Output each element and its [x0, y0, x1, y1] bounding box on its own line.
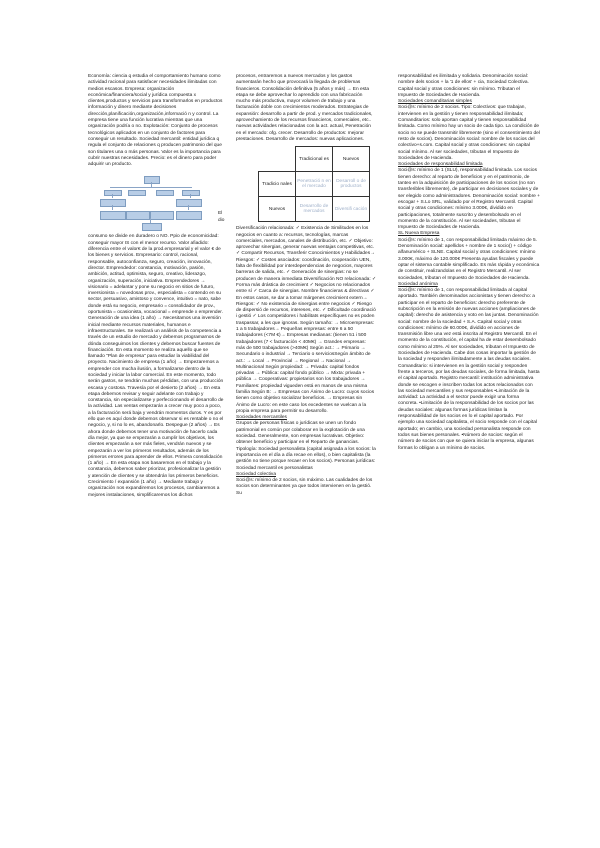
org-box [176, 199, 202, 207]
column-3 [398, 74, 540, 452]
paragraph: responsabilidad es ilimitada y solidaria. Denominación social: nombre dels socios + la '1 de ellos' + cia, Sociedad Colectiva. Capital social y otras condiciones: sin mínimo. Tributan el Impuesto de Sociedades de Hacienda. [398, 74, 529, 98]
column-2 [236, 74, 376, 497]
matrix-row-header: Tradicio nales [259, 172, 296, 197]
paragraph: Soci@s: mínimo de 2 socios. Tipo: Colectivos: que trabajan, intervienen en la gestión y tienen responsabilidad ilimitada; Comanditarios: solo aportan capital y tienen responsabilidad limitada. Como mínimo hay un socio de cada tipo. La condición de socio no se puede transmitir libremente (sino el consentimiento del resto de socios). Denominación social: nombre de los socios del colectivo+s.com. Capital social y otras condiciones: sin capital social mínimo. Al ser sociedades, tributan el Impuesto de Sociedades de Hacienda. [398, 105, 540, 161]
section-heading: Sociedad colectiva [236, 471, 276, 477]
section-heading: Sociedades comanditarias simples [398, 99, 472, 105]
paragraph: Grupos de personas físicas o jurídicas se unen un fondo patrimonial en común por colaborar en la explotación de una sociedad. Generalmente, son empresas lucrativas. Objetivo: obtener beneficio y participar en el Reparto de ganancias. Tipología: Sociedad personalista (capital asignada a los socios: la importancia en el día a día recae en ellos), o bien capitalista (la gestión no tiene porque recaer en los socios). Personas jurídicas: Sociedad mercantil es personalistas [236, 421, 376, 471]
paragraph: consumo se divide en duradero o NO. Ppio de economicidad: conseguir mayor IS con el menor recurso. Valor afiadido: diferencia entre el valor€ de la prod.empresarial y el valor € de los bienes y servicios. Empresario: control, racional, responsable, autoconfianza, seguro, creación, innovación, director. Emprendedor: constancia, motivación, pasión, ambición, actitud, optimista, seguro, creativo, liderazgo, organización, superación, iniciativa. Emprendedores → visionario = adelantar y pone su negocio en sitios de futuro, inversionista = novedosas prov., especialista = contendo en su sector, persuasivo, amistoso y convence, intuitivo = nato, sabe donde está su negocio, empresario = consolidador de prov., oportunista = ocasionista, vocacional = emprende x emprender. Generación de una idea (1 año) → Necesitamos una inversión inicial mediante recursos materiales, humanos e infraestructurales. Se realizará un análisis de la competencia a través de un estudio de mercado y debemos programarnos de dónda conseguimos los clientes y debemos buscar fuentes de financiación. En esta momento se realiza aquello que se llamado "Plan de empresa" para estudiar la viabilidad del proyecto. Nacimiento de empresa (1 año) → Empezaremos a emprender con mucha ilusión, a formalizarse dentro de la sociedad y iniciar la labor comercial. En este momento, todo serán gastos, se tendrán muchas pérdidas, con una producción escasa y costosa. Travesía por el desierto (2 años) → En esta etapa debemos revisar y seguir adelante con trabajo y constancia, sin especializarse y perfeccionando el desarrollo de la actividad. Las ventas empezarán a crecer muy poco a poco, a la facturación será baja y vendrán momentos duros. Y es por ello que es aquí donde debemos observar si es rentable o no el negocio, y, si no lo es, abandonarlo. Despegue (2 años) → Es ahora donde debemos tener una motivación de hacerlo cada día mejor, ya que se empezarán a cumplir los objetivos, los clientes empezarán a ser más fieles, vendrán nuevos y se empezarán a ver los primeros resultados, además de los primeros errores para aprender de ellos. Primera consolidación (1 año) → En esta etapa nos basaremos en el trabajo y la constancia, debemos saber priorizar, profesionalizar la gestión y atención de clientes y se obtendrán los primeros beneficios. Crecimiento / expansión (1 año) → Mediante trabajo y organización nos expandiremos los procesos, cambiaremos a mejores instalaciones, simplificaremos los dichos [88, 234, 224, 498]
org-box [144, 176, 160, 184]
org-connector [112, 205, 113, 210]
org-box [100, 199, 126, 207]
section-heading: SL Nueva Empresa [398, 231, 440, 237]
section-heading: Sociedades mercantiles [236, 415, 287, 421]
org-connector [112, 194, 113, 198]
paragraph: Economía: ciencia q estudia el comportamiento humano como actividad racional para satisfacer necesidades ilimitadas con medios escasos. Empresa: organización económica/financiera/social y jurídica compuesta x clientes,productos y servicios para transformarlos en productos información y dinero mediante decisiones dirección,planificación,organización,informació n y control. La empresa tiene una función lucrativa mientras que una organización podría o no. Explotación: Conjunto de procesos tecnológicos aplicados en un conjunto de factores para conseguir un resultado. Sociedad mercantil: entidad jurídica q regula el conjunto de relaciones q producen patrimonio del que son titulares una o más personas. Valor es la importancia para cubrir nuestras necesidades. Precio: es el dinero para poder adquirir un producto. [88, 74, 223, 168]
matrix-corner [259, 147, 296, 172]
chart-trailing-text: El dio [218, 211, 225, 223]
paragraph: Soci@s: mínimo de 2 socios, sin máximo. Las cualidades de los socios son determinantes ya que todos intervienen en la gestió. Su [236, 478, 373, 496]
org-box [128, 190, 146, 196]
section-heading: Sociedad anónima [398, 281, 438, 287]
org-connector [190, 194, 191, 198]
paragraph: Soci@s: mínimo de 1 (SLU), responsabilidad limitada. Los socios tienen derecho: al reparto de beneficios y en el patrimonio, de tanteo en la adquisición de participaciones de los socios (no son transferibles libremente), de participar en decisiones sociales y de ser elegido como administradores. Denominación social: nombre + escogar + S.Lo SRL, validado por el Registro Mercantil. Capital social y otras condiciones: mínimo 3.000€, dividido en participaciones, totalmente suscrito y desembolsado en el momento de la constitución. Al ser sociedades, tributan el Impuesto de Sociedades de Hacienda. [398, 168, 540, 231]
matrix-cell: Diversifi cación [333, 197, 370, 222]
org-box [176, 211, 202, 220]
paragraph: Soci@s: mínimo de 1, con responsabilidad limitada al capital aportado. También denominados accionistas y tienen derecho: a participar en el reparto de beneficios: derecho preferente de subscripción en la emisión de nuevas acciones (ampliaciones de capital): derecho de asistencia y voto en las juntas. Denominación social: nombre de la sociedad + S.A. Capital social y otras condiciones: mínimo de 60.000€, dividido en acciones de transmisión libre una vez está inscrita al Registro Mercantil. En el momento de la constitución, el capital ha de estar desembolsado como mínimo al 25%. Al ser sociedades, tributan el Impuesto de Sociedades de Hacienda. Cabe dos cosas importar la gestión de la sociedad y responden ilimitadamente a las deudas sociales. Comanditario: si intervienen en la gestión social y responden frente a terceros, por las deudas sociales, de forma limitada, hasta el capital aportado. Registro mercantil: institución administrativa donde se escogen e inscriben todas los actos relacionados con las sociedad mercantiles y sus responsables •Limitación de la actividad: La actividad a el sector puede exigir una forma concreta. •Limitación de la responsabilidad de los socios por las deudas sociales: algunas formas jurídicas limitan la responsabilidad de los socios en lo el capital aportado. Por ejemplo una sociedad capitalista, el socio responde con el capital aportado; en cambio, una sociedad personalista responde con todos sus bienes personales. •Número de socios: según el número de socios con que se quiera iniciar la empresa, algunas formas lo obligan a un mínimo de socios. [398, 288, 540, 451]
section-heading: Sociedades de responsabilidad limitada [398, 162, 483, 168]
matrix-row-header: Nuevos [259, 197, 296, 222]
org-box [104, 190, 122, 196]
org-box [156, 190, 174, 196]
paragraph: Soci@s: mínimo de 1, con responsabilidad limitada máximo de 5. Denominación social: apellidos + nombre de 1 socio() + código alfanumérico + SLNE. Capital social y otras condiciones: mínimo 3.000€, máximo de 120.000€ Presenta ayudas fiscales y puede optar el sistema contable simplificado. Es más rápida y económica de constituir, realizandolas en el Registro Mercantil. Al ser sociedades, tributan el Impuesto de Sociedades de Hacienda. [398, 237, 540, 281]
matrix-cell: Desarrollo de mercados [296, 197, 333, 222]
org-connector [188, 205, 189, 210]
matrix-cell: Penetració n en el mercado [296, 172, 333, 197]
org-connector [110, 187, 192, 188]
org-box [126, 211, 150, 220]
org-box [100, 211, 126, 220]
ansoff-matrix [258, 146, 370, 222]
org-box [142, 223, 162, 231]
org-box [182, 190, 200, 196]
matrix-col-header: Nuevos [333, 147, 370, 172]
org-box [150, 211, 174, 220]
paragraph: procesos, entraremos a nuevos mercados y los gastos aumentarán hecho que provocará la llegada de problemas financieros. Consolidación definitiva (5 años y más) → En esta etapa se debe aprovechar lo aprendido con una fabricación mucho más productiva, mayor volumen de trabajo y una facturación doble con crecimientos moderados. Estrategias de expansión: desarrollo a partir de prod. y mercados tradicionales, aprovechamiento de los recursos financieros, comerciales, etc.. nuevas actividades relacionadas con la act. actual, Penetración en el mercado: ofg. crecer. Desarrollo de productos: mejorar prestaciones. Desarrollo de mercados: nuevas aplicaciones. [236, 74, 373, 142]
column-1 [88, 74, 224, 499]
paragraph: Diversificación relacionada: ✓ Existencia de Similitudes en los negocios en cuanto a: recursos, tecnologías, marcas comerciales, mercados, canales de distribución, etc. ✓ Objetivo: aprovechar sinergias, generar nuevas ventajas competitivas, etc. ✓ Compartir Recursos, Transferir Conocimientos y Habilidades→ Riesgos: ✓ Costes asociados: coordinación, cooperación UEN, falta de flexibilidad por interdependencias de negocios, mayores barreras de salida, etc. ✓ Generación de sinergias: no se producen de manera inmediata Diversificación NO relacionada: ✓ Forma más drástica de crecimient ✓ Negocios no relacionados entre sí ✓ Carca de sinergias. Nombre financieras & directivas ✓ En estos casos, se dar a tomar márgenes crecimient extern→ Riesgos: ✓ No existencia de sinergias entre negocios ✓ Riesgo de dispersió de recursos, intereses, etc. ✓ Dificultade coordinació i gestió ✓ Los competidores i habilitats específiques no es poden traspassar, a les que ignoras. Según tamaño: → Microempresas: 1 a 5 trabajadores→ Pequeñas empresas: entre 6 a 50 trabajadores (<7M €)→ Empresas medianas: (tienen 51 i 500 trabajadores (7 < facturación < 40M€) → Grandes empresas: más de 500 trabajadores (>40M€) Según act.: → Primario → Secundario o industrial → Terciario o serviciosSegún ámbito de act.: → Local → Provincial → Regional → Nacional → Multinacional Según propiedad: → Privada: capital fondos privadas → Pública: capital fondo público → Mixta: privada + pública → Cooperativas: propietarios son los trabajadores → Familiares: propiedad vigueden está en manos de una misma familia Según B: → Empresas con Ánimo de Lucro: cuyos socios tienen como objetivo socializar beneficios. → Empresas sin Ánimo de Lucro: en este caso los excedentes se vuelcan a la propia empresa para permitir su desarrollo. [236, 226, 377, 414]
matrix-col-header: Tradicional es [296, 147, 333, 172]
org-chart-diagram [96, 174, 225, 232]
matrix-cell: Desarroll o de productos [333, 172, 370, 197]
